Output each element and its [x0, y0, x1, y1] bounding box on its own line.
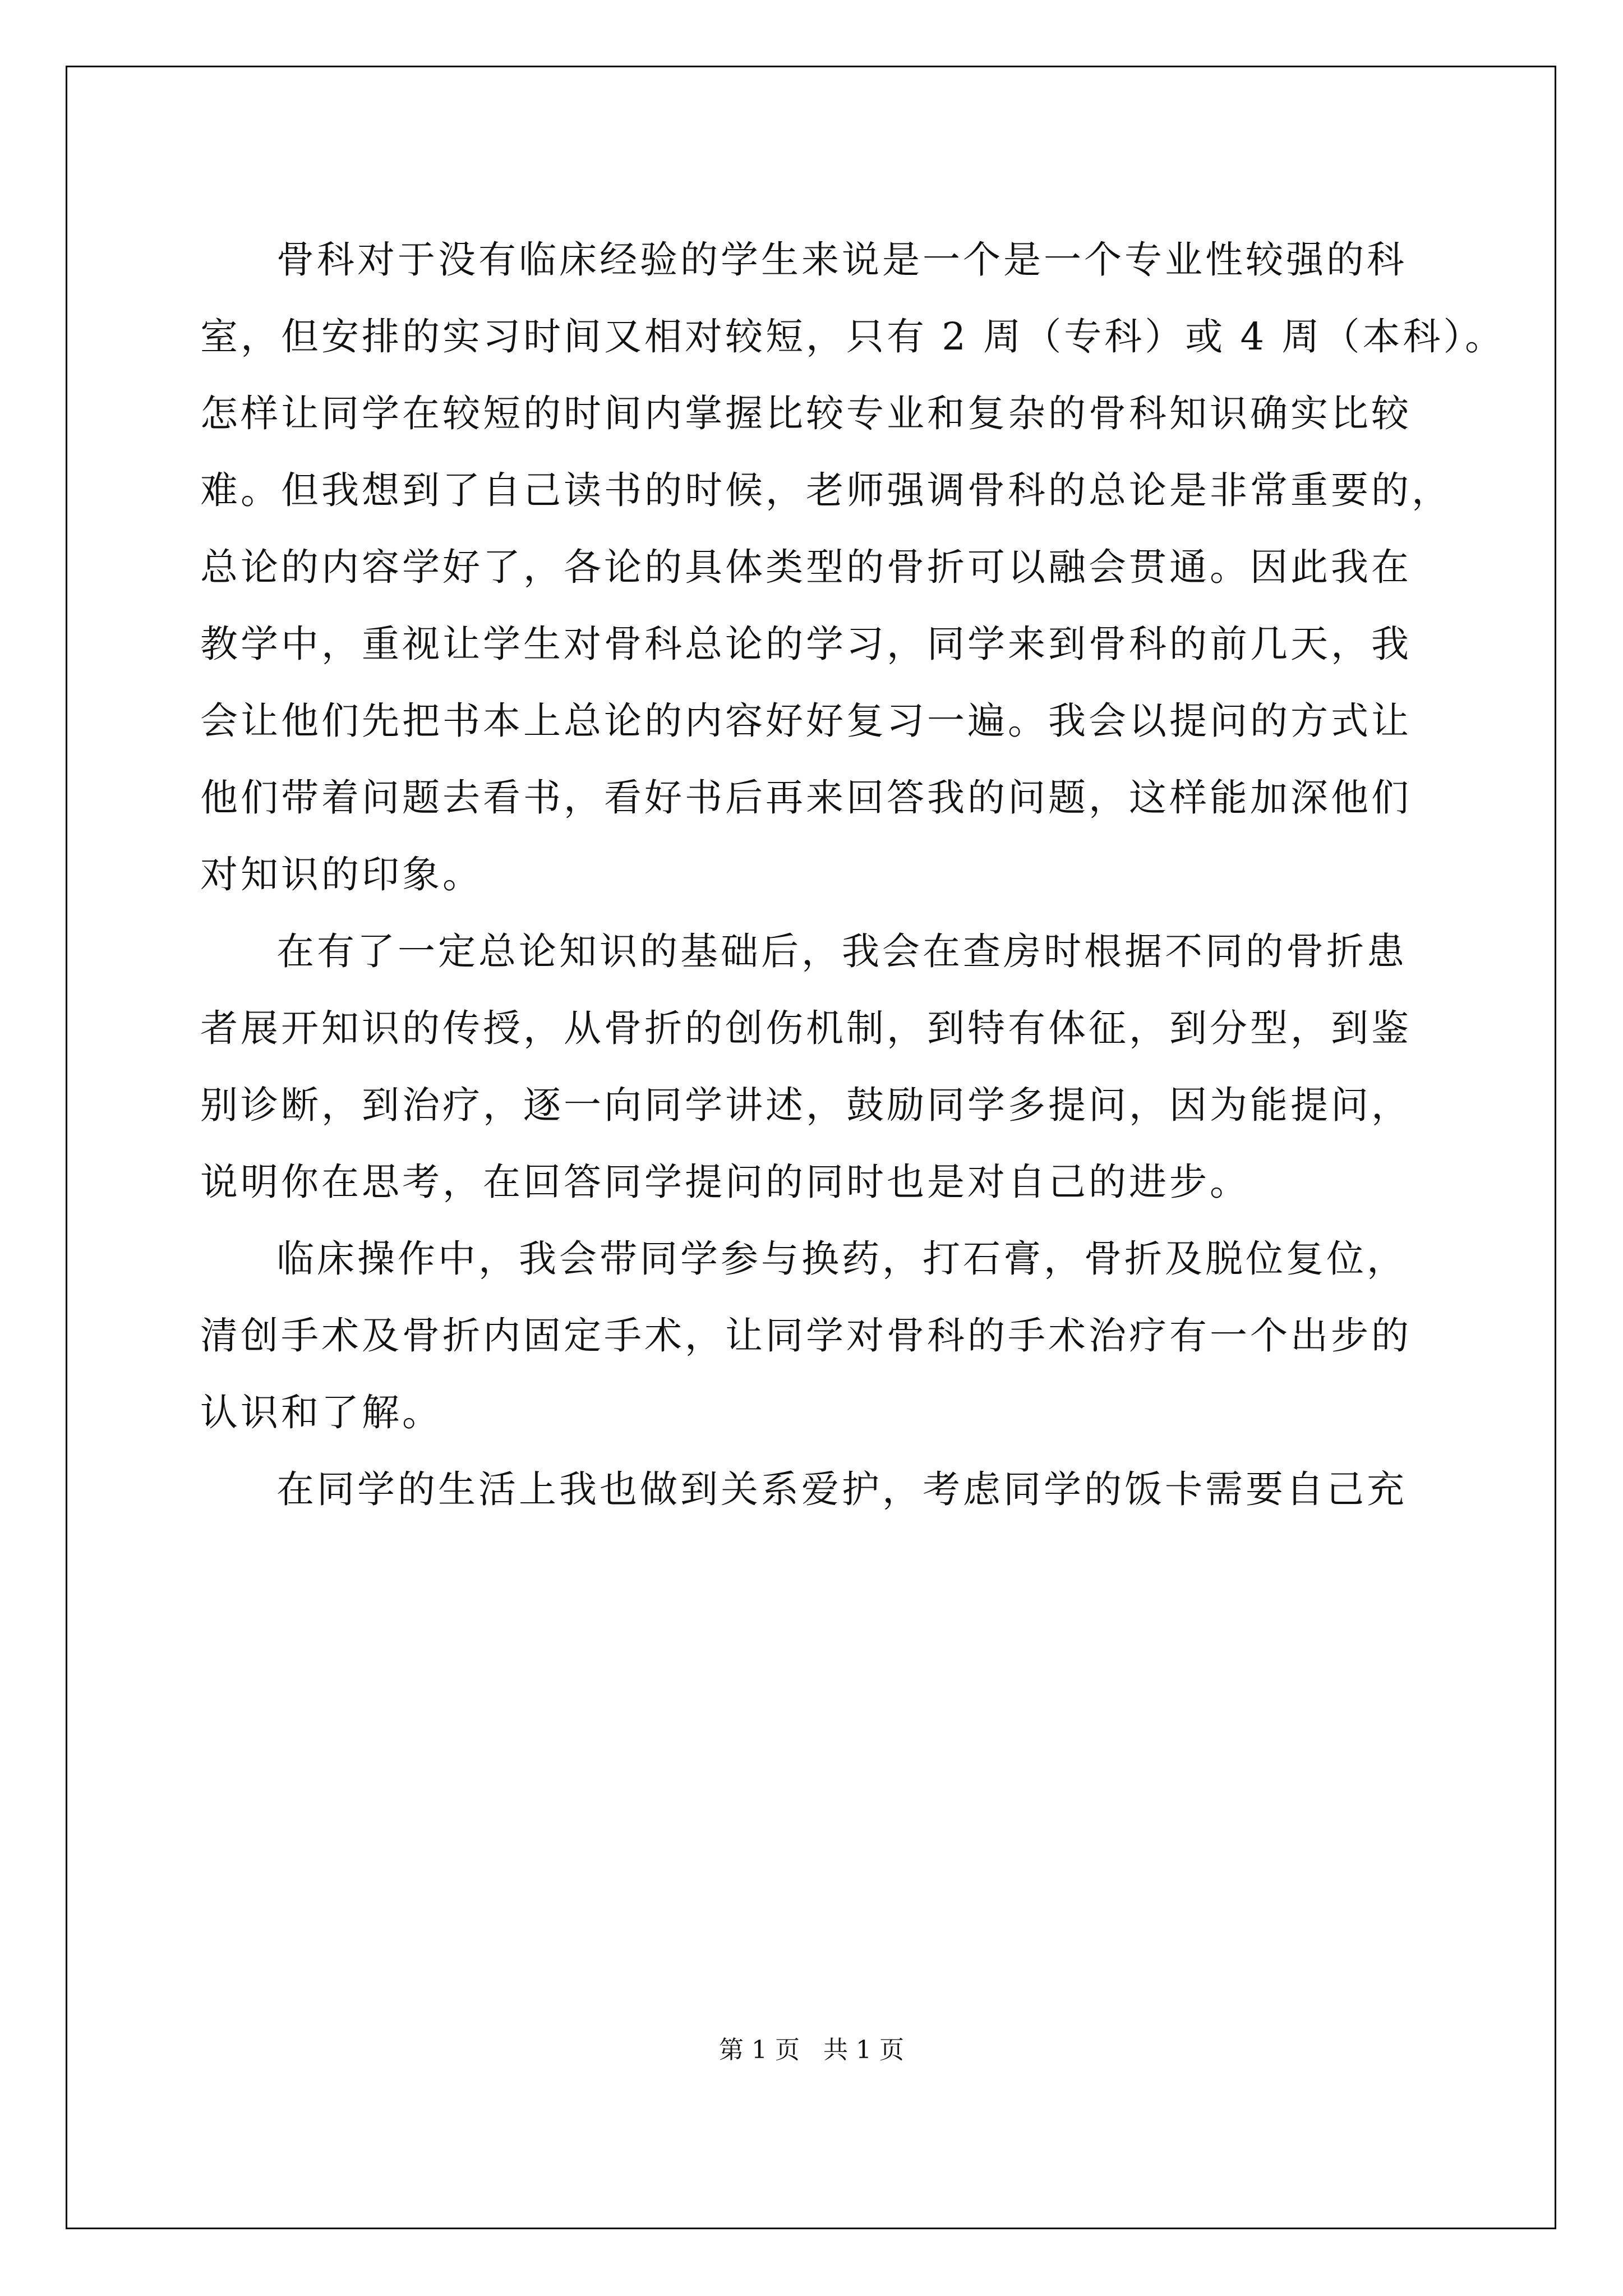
- text-line: 说明你在思考，在回答同学提问的同时也是对自己的进步。: [200, 1160, 1250, 1204]
- text-line: 临床操作中，我会带同学参与换药，打石膏，骨折及脱位复位，: [276, 1237, 1407, 1281]
- text-line: 会让他们先把书本上总论的内容好好复习一遍。我会以提问的方式让: [200, 699, 1412, 743]
- text-line: 者展开知识的传授，从骨折的创伤机制，到特有体征，到分型，到鉴: [200, 1006, 1412, 1050]
- text-line: 室，但安排的实习时间又相对较短，只有 2 周（专科）或 4 周（本科）。: [200, 315, 1505, 358]
- text-line: 难。但我想到了自己读书的时候，老师强调骨科的总论是非常重要的，: [200, 468, 1452, 512]
- text-line: 别诊断，到治疗，逐一向同学讲述，鼓励同学多提问，因为能提问，: [200, 1083, 1412, 1127]
- text-line: 怎样让同学在较短的时间内掌握比较专业和复杂的骨科知识确实比较: [200, 392, 1412, 435]
- text-line: 在有了一定总论知识的基础后，我会在查房时根据不同的骨折患: [276, 930, 1407, 973]
- document-body: [200, 222, 1505, 1528]
- text-line: 教学中，重视让学生对骨科总论的学习，同学来到骨科的前几天，我: [200, 622, 1412, 666]
- text-line: 他们带着问题去看书，看好书后再来回答我的问题，这样能加深他们: [200, 776, 1412, 820]
- text-line: 总论的内容学好了，各论的具体类型的骨折可以融会贯通。因此我在: [200, 545, 1412, 589]
- page-footer: 第 1 页 共 1 页: [719, 2036, 904, 2064]
- text-line: 对知识的印象。: [200, 853, 483, 896]
- text-line: 认识和了解。: [200, 1391, 442, 1434]
- text-line: 骨科对于没有临床经验的学生来说是一个是一个专业性较强的科: [276, 238, 1407, 282]
- text-line: 在同学的生活上我也做到关系爱护，考虑同学的饭卡需要自己充: [276, 1467, 1407, 1511]
- text-line: 清创手术及骨折内固定手术，让同学对骨科的手术治疗有一个出步的: [200, 1314, 1412, 1358]
